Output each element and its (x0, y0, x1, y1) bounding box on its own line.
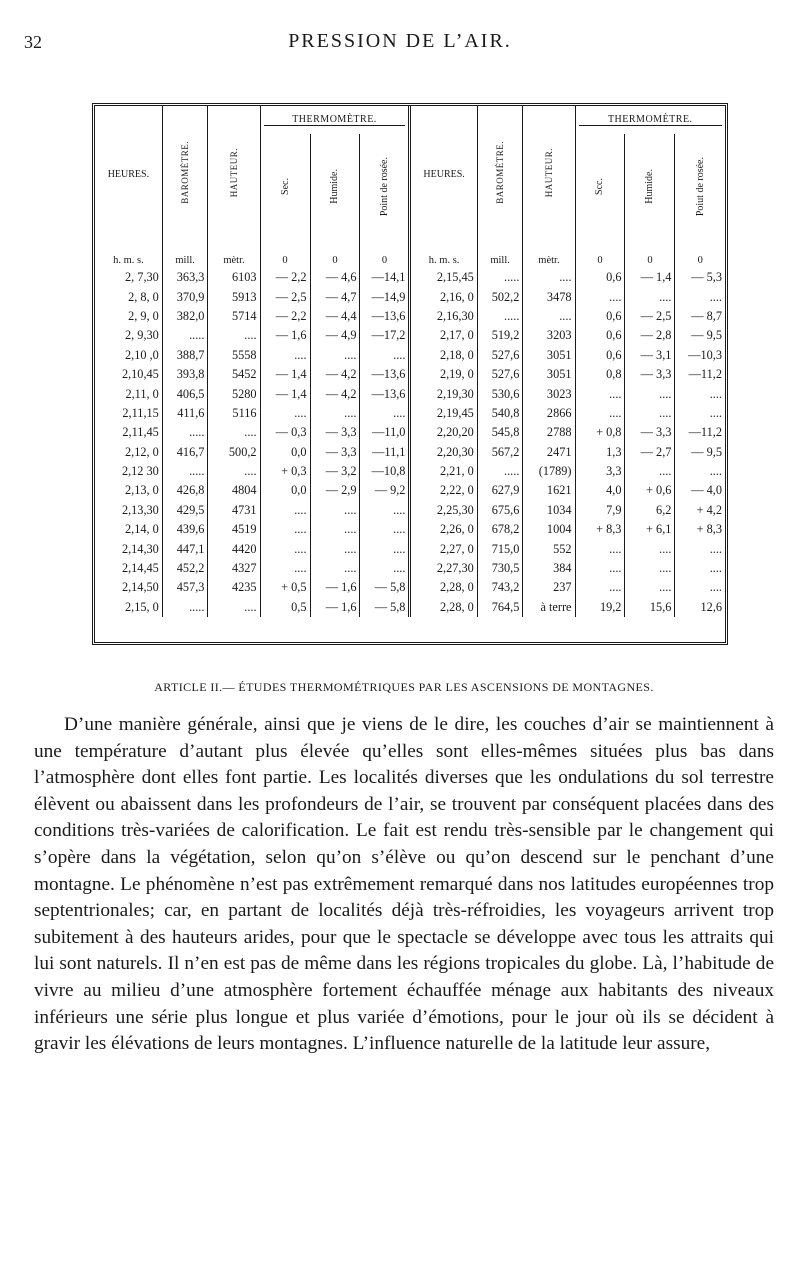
table-cell: — 4,0 (675, 481, 725, 500)
table-cell: — 4,6 (310, 268, 360, 287)
table-cell: 500,2 (208, 443, 260, 462)
table-cell: 519,2 (477, 326, 523, 345)
table-cell: —17,2 (360, 326, 410, 345)
table-cell: 2, 7,30 (125, 270, 159, 285)
table-cell: 552 (523, 539, 575, 558)
table-cell: — 9,5 (675, 326, 725, 345)
table-cell: —11,2 (675, 365, 725, 384)
table-cell: 567,2 (477, 443, 523, 462)
table-cell: 627,9 (477, 481, 523, 500)
table-cell: .... (260, 559, 310, 578)
section-caption: ARTICLE II.— ÉTUDES THERMOMÉTRIQUES PAR LES ASCENSIONS DE MONTAGNES. (154, 680, 654, 694)
table-cell: .... (208, 598, 260, 617)
table-cell: — 4,4 (310, 307, 360, 326)
table-row (95, 423, 725, 442)
table-cell: + 4,2 (675, 501, 725, 520)
table-cell: 406,5 (162, 384, 208, 403)
table-cell: — 0,3 (260, 423, 310, 442)
table-cell: 0,6 (575, 346, 625, 365)
table-cell: 2,21, 0 (410, 462, 477, 481)
table-cell: .... (625, 559, 675, 578)
table-cell: 5714 (208, 307, 260, 326)
table-cell: 2788 (523, 423, 575, 442)
table-cell: — 2,9 (310, 481, 360, 500)
table-cell: 7,9 (575, 501, 625, 520)
table-row (95, 365, 725, 384)
table-cell: 15,6 (625, 598, 675, 617)
table-cell: .... (310, 520, 360, 539)
table-cell: 0,6 (575, 326, 625, 345)
table-cell: — 2,2 (260, 268, 310, 287)
table-cell: — 3,3 (625, 365, 675, 384)
header-heures-left: HEURES. (107, 168, 150, 180)
table-cell: — 2,2 (260, 307, 310, 326)
table-cell: 3023 (523, 384, 575, 403)
table-row (95, 307, 725, 326)
table-cell: + 6,1 (625, 520, 675, 539)
table-cell: 2,10 ,0 (125, 347, 159, 362)
table-cell: .... (360, 346, 410, 365)
header-rosee-right: Poiut de rosée. (675, 134, 725, 242)
table-row (95, 404, 725, 423)
table-cell: — 1,6 (260, 326, 310, 345)
table-cell: 2,15, 0 (125, 599, 159, 614)
table-cell: 2,13,30 (121, 502, 159, 517)
table-cell: 2,27,30 (410, 559, 477, 578)
table-cell: 6,2 (625, 501, 675, 520)
header-sec-left: Sec. (260, 134, 310, 242)
table-cell: 447,1 (162, 539, 208, 558)
table-cell: à terre (523, 598, 575, 617)
table-cell: —14,1 (360, 268, 410, 287)
table-cell: .... (260, 539, 310, 558)
table-cell: .... (260, 346, 310, 365)
table-cell: .... (310, 559, 360, 578)
table-cell: 527,6 (477, 346, 523, 365)
body-paragraph: D’une manière générale, ainsi que je viens de le dire, les couches d’air se maintiennent à une température d’autant plus élevée qu’elles sont elles-mêmes situées plus bas dans l’atmosphère dont elles font partie. Les localités diverses que les ondulations du sol terrestre élèvent ou abaissent dans les profondeurs de l’air, se trouvent par conséquent placées dans des conditions très-variées de calorification. Le fait est rendu très-sensible par le changement qui s’opère dans la végétation, selon qu’on s’élève ou qu’on descend sur le penchant d’une montagne. Le phénomène n’est pas extrêmement remarqué dans nos latitudes européennes trop septentrionales; car, en partant de localités déjà très-réfroidies, les voyageurs arrivent trop subitement à des hauteurs arides, pour que le spectacle se développe avec tous les attraits qui lui sont naturels. Il n’en est pas de même dans les régions tropicales du globe. Là, l’habitude de vivre au milieu d’une atmosphère fortement échauffée ménage aux habitants des niveaux inférieurs une série plus longue et plus variée d’émotions, pour le jour où ils se décident à gravir les élévations de leurs montagnes. L’influence naturelle de la latitude leur assure, (34, 714, 774, 1055)
table-row (95, 346, 725, 365)
table-cell: — 1,4 (625, 268, 675, 287)
table-cell: 2,25,30 (410, 501, 477, 520)
table-cell: 2,14,30 (121, 541, 159, 556)
table-row (95, 287, 725, 306)
table-cell: 2,12 30 (121, 464, 159, 479)
table-cell: — 3,2 (310, 462, 360, 481)
header-thermometre-left: THERMOMÈTRE. (260, 106, 410, 134)
table-row (95, 481, 725, 500)
table-cell: 457,3 (162, 578, 208, 597)
table-cell: 429,5 (162, 501, 208, 520)
table-cell: .... (575, 384, 625, 403)
table-row (95, 443, 725, 462)
data-table-frame (92, 103, 728, 645)
table-cell: 743,2 (477, 578, 523, 597)
table-cell: 363,3 (162, 268, 208, 287)
table-cell: .... (310, 404, 360, 423)
table-cell: .... (675, 287, 725, 306)
table-cell: 439,6 (162, 520, 208, 539)
table-cell: 2,22, 0 (410, 481, 477, 500)
table-cell: 2,11, 0 (125, 386, 159, 401)
table-row (95, 539, 725, 558)
table-cell: 5452 (208, 365, 260, 384)
table-cell: —11,0 (360, 423, 410, 442)
table-cell: .... (260, 404, 310, 423)
table-cell: .... (310, 501, 360, 520)
table-cell: 5558 (208, 346, 260, 365)
table-cell: .... (360, 520, 410, 539)
header-hauteur-right: HAUTEUR. (523, 106, 575, 242)
table-cell: 4420 (208, 539, 260, 558)
table-cell: 1621 (523, 481, 575, 500)
table-cell: .... (360, 539, 410, 558)
table-cell: 2,16, 0 (410, 287, 477, 306)
table-cell: 5280 (208, 384, 260, 403)
table-cell: .... (625, 462, 675, 481)
table-cell: —13,6 (360, 307, 410, 326)
table-cell: 502,2 (477, 287, 523, 306)
table-cell: .... (523, 268, 575, 287)
table-body (95, 268, 725, 617)
table-row (95, 559, 725, 578)
table-cell: ..... (162, 598, 208, 617)
table-cell: — 5,8 (360, 598, 410, 617)
table-cell: .... (575, 404, 625, 423)
table-cell: 0,6 (575, 307, 625, 326)
table-cell: —10,8 (360, 462, 410, 481)
table-cell: + 8,3 (675, 520, 725, 539)
units-row: h. m. s. mill. mètr. 0 0 0 h. m. s. mill. mètr. 0 0 0 (95, 242, 725, 268)
header-barometre-left: BAROMÈTRE. (162, 106, 208, 242)
table-cell: 370,9 (162, 287, 208, 306)
table-cell: .... (625, 578, 675, 597)
ascension-data-table (95, 106, 725, 617)
table-cell: 527,6 (477, 365, 523, 384)
table-cell: 2,27, 0 (410, 539, 477, 558)
table-cell: 764,5 (477, 598, 523, 617)
table-cell: —11,2 (675, 423, 725, 442)
table-cell: .... (675, 539, 725, 558)
table-cell: 2,15,45 (410, 268, 477, 287)
table-cell: .... (625, 384, 675, 403)
table-cell: 2866 (523, 404, 575, 423)
table-cell: 540,8 (477, 404, 523, 423)
table-cell: .... (260, 501, 310, 520)
table-cell: ..... (162, 423, 208, 442)
table-cell: .... (260, 520, 310, 539)
table-cell: 2,18, 0 (410, 346, 477, 365)
table-cell: 3203 (523, 326, 575, 345)
table-cell: 2, 9, 0 (128, 308, 159, 323)
table-cell: .... (360, 501, 410, 520)
table-cell: 5913 (208, 287, 260, 306)
table-cell: — 8,7 (675, 307, 725, 326)
table-cell: —11,1 (360, 443, 410, 462)
running-title: PRESSION DE L’AIR. (288, 30, 512, 52)
table-cell: .... (625, 404, 675, 423)
table-cell: 19,2 (575, 598, 625, 617)
table-cell: — 1,4 (260, 365, 310, 384)
table-cell: 2,10,45 (121, 367, 159, 382)
table-cell: 12,6 (675, 598, 725, 617)
table-row (95, 598, 725, 617)
table-cell: 2,11,45 (122, 425, 159, 440)
table-cell: — 2,5 (625, 307, 675, 326)
table-cell: .... (675, 559, 725, 578)
table-cell: — 9,5 (675, 443, 725, 462)
table-cell: 416,7 (162, 443, 208, 462)
table-cell: — 4,2 (310, 384, 360, 403)
header-sec-right: Scc. (575, 134, 625, 242)
table-cell: (1789) (523, 462, 575, 481)
table-cell: 2,12, 0 (125, 444, 159, 459)
table-cell: — 3,3 (625, 423, 675, 442)
table-cell: 411,6 (162, 404, 208, 423)
table-cell: .... (208, 423, 260, 442)
table-cell: — 1,6 (310, 598, 360, 617)
table-cell: 1,3 (575, 443, 625, 462)
table-cell: + 0,6 (625, 481, 675, 500)
table-cell: — 4,9 (310, 326, 360, 345)
table-cell: 2,19,30 (410, 384, 477, 403)
header-hauteur-left: HAUTEUR. (208, 106, 260, 242)
table-cell: 0,8 (575, 365, 625, 384)
table-cell: 1034 (523, 501, 575, 520)
table-cell: — 5,3 (675, 268, 725, 287)
table-cell: — 2,7 (625, 443, 675, 462)
table-cell: — 4,7 (310, 287, 360, 306)
table-cell: 730,5 (477, 559, 523, 578)
table-cell: 2,16,30 (410, 307, 477, 326)
table-cell: — 2,5 (260, 287, 310, 306)
table-cell: 2,20,20 (410, 423, 477, 442)
table-cell: —13,6 (360, 384, 410, 403)
table-cell: — 5,8 (360, 578, 410, 597)
table-cell: .... (575, 539, 625, 558)
table-cell: 715,0 (477, 539, 523, 558)
table-cell: .... (675, 404, 725, 423)
table-cell: — 2,8 (625, 326, 675, 345)
table-cell: 2,14,50 (121, 580, 159, 595)
table-cell: + 0,5 (260, 578, 310, 597)
table-cell: 4804 (208, 481, 260, 500)
table-cell: .... (208, 462, 260, 481)
header-humide-right: Humide. (625, 134, 675, 242)
table-cell: 2,28, 0 (410, 578, 477, 597)
table-cell: —10,3 (675, 346, 725, 365)
table-row (95, 268, 725, 287)
table-cell: 2,19, 0 (410, 365, 477, 384)
table-cell: .... (575, 559, 625, 578)
table-row (95, 501, 725, 520)
table-cell: .... (310, 539, 360, 558)
table-cell: 2,14, 0 (125, 522, 159, 537)
table-cell: 675,6 (477, 501, 523, 520)
header-barometre-right: BAROMÈTRE. (477, 106, 523, 242)
table-cell: — 3,3 (310, 423, 360, 442)
table-cell: 2,13, 0 (125, 483, 159, 498)
table-cell: .... (208, 326, 260, 345)
table-cell: 678,2 (477, 520, 523, 539)
table-cell: ..... (477, 307, 523, 326)
table-cell: .... (575, 287, 625, 306)
table-cell: .... (360, 559, 410, 578)
table-cell: 2,26, 0 (410, 520, 477, 539)
table-cell: .... (675, 578, 725, 597)
table-cell: + 0,8 (575, 423, 625, 442)
table-row (95, 384, 725, 403)
table-cell: .... (523, 307, 575, 326)
table-cell: 2,11,15 (122, 405, 159, 420)
header-heures-right: HEURES. (410, 106, 477, 242)
table-cell: ..... (162, 462, 208, 481)
table-cell: 3,3 (575, 462, 625, 481)
header-rosee-left: Point de rosée. (360, 134, 410, 242)
table-cell: 4519 (208, 520, 260, 539)
table-cell: 2,17, 0 (410, 326, 477, 345)
table-cell: 382,0 (162, 307, 208, 326)
table-cell: .... (360, 404, 410, 423)
table-cell: 4235 (208, 578, 260, 597)
table-cell: 388,7 (162, 346, 208, 365)
header-thermometre-right: THERMOMÈTRE. (575, 106, 725, 134)
table-cell: 3051 (523, 365, 575, 384)
table-cell: 426,8 (162, 481, 208, 500)
table-cell: 0,0 (260, 443, 310, 462)
table-cell: 1004 (523, 520, 575, 539)
table-cell: 545,8 (477, 423, 523, 442)
table-cell: 384 (523, 559, 575, 578)
table-cell: 237 (523, 578, 575, 597)
table-cell: .... (575, 578, 625, 597)
table-cell: .... (625, 539, 675, 558)
table-cell: 5116 (208, 404, 260, 423)
table-row (95, 462, 725, 481)
table-cell: 393,8 (162, 365, 208, 384)
table-cell: 0,0 (260, 481, 310, 500)
table-cell: 452,2 (162, 559, 208, 578)
table-cell: .... (675, 462, 725, 481)
table-cell: 0,6 (575, 268, 625, 287)
table-cell: 0,5 (260, 598, 310, 617)
table-cell: + 8,3 (575, 520, 625, 539)
table-cell: 530,6 (477, 384, 523, 403)
table-cell: —13,6 (360, 365, 410, 384)
header-humide-left: Humide. (310, 134, 360, 242)
table-cell: 2,20,30 (410, 443, 477, 462)
table-cell: .... (675, 384, 725, 403)
table-cell: ..... (477, 462, 523, 481)
table-cell: 2,28, 0 (410, 598, 477, 617)
table-cell: — 3,1 (625, 346, 675, 365)
table-cell: ..... (477, 268, 523, 287)
table-cell: .... (310, 346, 360, 365)
table-cell: — 9,2 (360, 481, 410, 500)
table-cell: 4327 (208, 559, 260, 578)
page-number: 32 (24, 32, 42, 52)
table-cell: ..... (162, 326, 208, 345)
table-cell: — 1,6 (310, 578, 360, 597)
table-row (95, 578, 725, 597)
table-row (95, 520, 725, 539)
table-cell: 3051 (523, 346, 575, 365)
table-row (95, 326, 725, 345)
table-cell: 6103 (208, 268, 260, 287)
table-cell: —14,9 (360, 287, 410, 306)
table-cell: 4,0 (575, 481, 625, 500)
table-cell: — 3,3 (310, 443, 360, 462)
table-cell: 4731 (208, 501, 260, 520)
table-cell: 2,14,45 (121, 561, 159, 576)
table-cell: 3478 (523, 287, 575, 306)
table-cell: 2, 8, 0 (128, 289, 159, 304)
table-cell: + 0,3 (260, 462, 310, 481)
table-cell: — 4,2 (310, 365, 360, 384)
table-cell: 2471 (523, 443, 575, 462)
table-cell: — 1,4 (260, 384, 310, 403)
table-cell: 2, 9,30 (125, 328, 159, 343)
table-cell: 2,19,45 (410, 404, 477, 423)
table-cell: .... (625, 287, 675, 306)
